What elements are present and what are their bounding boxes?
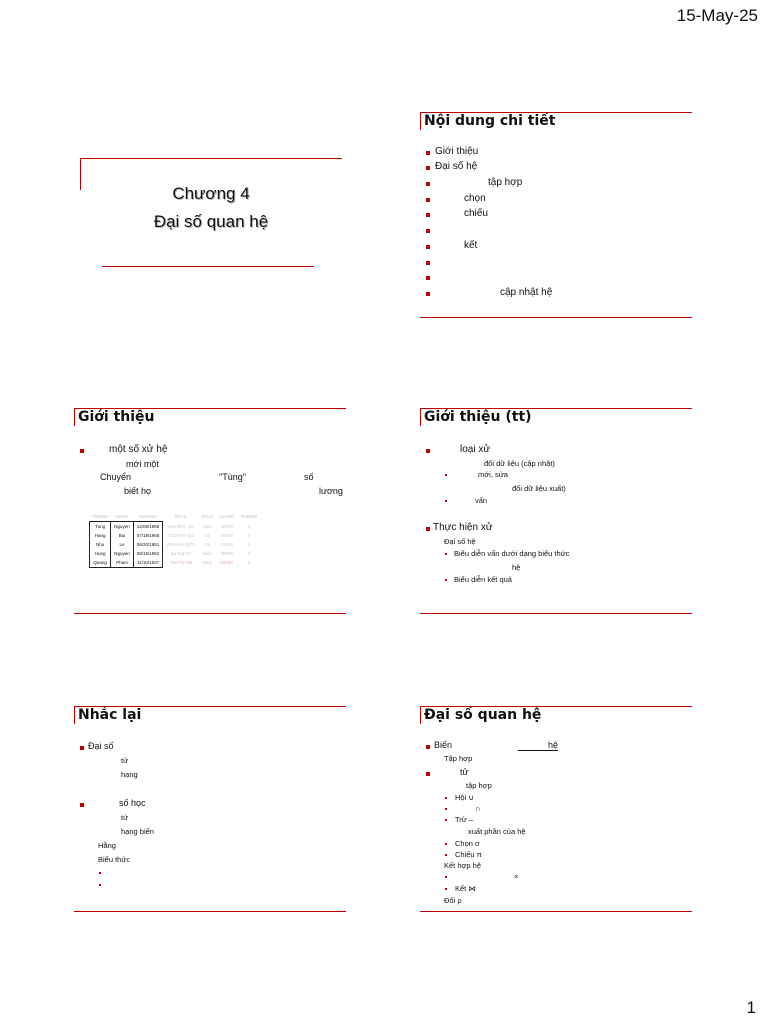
- table-cell: Tung: [90, 522, 111, 532]
- bullet-text: loại xử: [460, 444, 491, 455]
- slide-title-chapter: [80, 158, 342, 270]
- page-number: 1: [746, 998, 756, 1017]
- bullet-text: Biến: [434, 740, 453, 750]
- sub-line: hệ: [512, 563, 521, 572]
- outline-item: cập nhật hệ: [500, 287, 553, 298]
- outline-item: Đại số hệ: [435, 161, 478, 172]
- intro-line: số: [304, 472, 314, 482]
- table-cell: 4: [247, 542, 251, 547]
- bullet-text: Thực hiện xử: [433, 522, 493, 533]
- table-cell: Nam: [202, 560, 213, 566]
- table-cell: 09/15/1962: [133, 549, 163, 558]
- table-cell: 06/20/1951: [133, 540, 163, 549]
- slide-introduction: [74, 408, 346, 616]
- operator-join: Kết ⋈: [455, 884, 476, 893]
- outline-item: kết: [464, 240, 478, 251]
- operator-intersection: ∩: [475, 804, 481, 813]
- table-cell: 5: [247, 523, 251, 529]
- slide-title: Nhắc lại: [78, 707, 142, 723]
- sub-line: Đại số hệ: [444, 537, 476, 546]
- slide-title: Đại số quan hệ: [424, 707, 542, 723]
- sub-line: Kết hợp hệ: [444, 861, 482, 870]
- table-row: [90, 540, 261, 549]
- table-cell: 4: [247, 533, 251, 538]
- table-header-cell: HONV: [115, 514, 129, 519]
- table-cell: 25000: [220, 533, 233, 538]
- table-cell: Nu: [204, 542, 211, 547]
- intro-line: biết họ: [124, 486, 152, 496]
- intro-bullet: một số xử hệ: [109, 444, 168, 455]
- table-cell: Ba Ria VT: [170, 551, 192, 556]
- intro-line: mới một: [126, 459, 159, 469]
- table-header-row: [90, 512, 261, 522]
- table-cell: 11/10/1937: [133, 558, 163, 568]
- outline-item: chiếu: [464, 208, 488, 219]
- table-header-cell: PHONG: [240, 514, 258, 520]
- sub-line: Biểu thức: [98, 855, 131, 864]
- employee-table: [89, 512, 261, 568]
- table-cell: 07/19/1968: [133, 531, 163, 540]
- table-cell: 332 NTH Q1: [168, 533, 194, 538]
- slide-relational-algebra: [420, 706, 692, 914]
- table-header-cell: LUONG: [218, 514, 235, 520]
- sub-line: đổi dữ liệu (cập nhật): [484, 459, 555, 468]
- table-cell: Nguyen: [111, 522, 134, 532]
- bullet-text: Đại số: [88, 741, 114, 751]
- sub-line: hạng biến: [121, 827, 154, 836]
- table-cell: 12/08/1955: [133, 522, 163, 532]
- table-cell: 291 HVH QPN: [166, 542, 196, 547]
- operator-project: Chiếu π: [455, 850, 482, 859]
- table-cell: 55000: [220, 560, 233, 566]
- table-cell: Nhu: [90, 540, 111, 549]
- sub-line: tử: [121, 813, 129, 822]
- sub-line: tử: [121, 756, 129, 765]
- slide-content-outline: [420, 112, 692, 320]
- table-cell: 43000: [220, 542, 233, 547]
- sub-line: hạng: [121, 770, 138, 779]
- sub-line: tập hợp: [466, 781, 492, 790]
- table-row: [90, 558, 261, 568]
- table-cell: Quang: [90, 558, 111, 568]
- bullet-text: số học: [119, 798, 146, 808]
- slide-introduction-cont: [420, 408, 692, 616]
- outline-item: Giới thiệu: [435, 146, 479, 157]
- table-header-cell: NGSINH: [139, 514, 157, 519]
- header-date: 15-May-25: [676, 6, 758, 25]
- sub-bullet-text: Biểu diễn kết quả: [454, 575, 512, 584]
- intro-line: Chuyển: [100, 472, 132, 482]
- sub-bullet-text: mới, sửa: [478, 470, 508, 479]
- intro-line: "Tùng": [219, 472, 246, 482]
- operator-product: ×: [514, 872, 519, 881]
- table-cell: 5: [247, 551, 251, 556]
- table-cell: Nu: [204, 533, 211, 538]
- slide-recap: [74, 706, 346, 914]
- table-cell: 40000: [220, 523, 233, 529]
- table-cell: Pham: [111, 558, 134, 568]
- table-cell: Nguyen: [111, 549, 134, 558]
- operator-select: Chọn σ: [455, 839, 480, 848]
- table-cell: 38000: [220, 551, 233, 556]
- table-cell: 450 TV HN: [170, 560, 193, 566]
- slide-title: Giới thiệu: [78, 409, 155, 425]
- table-row: [90, 531, 261, 540]
- table-row: [90, 522, 261, 532]
- slide-rule: [80, 158, 342, 159]
- intro-line: lương: [319, 486, 343, 496]
- sub-line: Hằng: [98, 841, 116, 850]
- sub-line: Tập hợp: [444, 754, 473, 763]
- table-cell: Nam: [202, 523, 213, 529]
- table-cell: 1: [247, 560, 251, 566]
- operator-rename: Đổi ρ: [444, 896, 462, 905]
- table-cell: Bui: [111, 531, 134, 540]
- table-header-cell: DCHI: [175, 514, 187, 520]
- table-row: [90, 549, 261, 558]
- bullet-text: tử: [460, 767, 469, 777]
- slide-rule: [102, 266, 314, 267]
- table-cell: Nam: [202, 551, 213, 556]
- sub-bullet-text: Biểu diễn vấn dưới dạng biểu thức: [454, 549, 570, 558]
- bullet-text: hệ: [518, 740, 558, 751]
- outline-item: tập hợp: [488, 177, 523, 188]
- sub-line: xuất phần của hệ: [468, 827, 526, 836]
- chapter-title: Đại số quan hệ: [153, 212, 269, 231]
- operator-difference: Trừ –: [455, 815, 474, 824]
- slide-title: Nội dung chi tiết: [424, 113, 556, 129]
- table-cell: Hang: [90, 531, 111, 540]
- slide-title: Giới thiệu (tt): [424, 409, 532, 425]
- table-cell: 638 NVC Q5: [168, 523, 194, 529]
- table-header-cell: TENNV: [92, 514, 108, 519]
- outline-item: chọn: [464, 193, 486, 204]
- table-cell: Hung: [90, 549, 111, 558]
- table-cell: Le: [111, 540, 134, 549]
- table-header-cell: PHAI: [202, 514, 213, 520]
- sub-bullet-text: vấn: [475, 496, 488, 505]
- sub-line: đổi dữ liệu xuất): [512, 484, 566, 493]
- chapter-number: Chương 4: [172, 184, 250, 203]
- operator-union: Hội ∪: [455, 793, 474, 802]
